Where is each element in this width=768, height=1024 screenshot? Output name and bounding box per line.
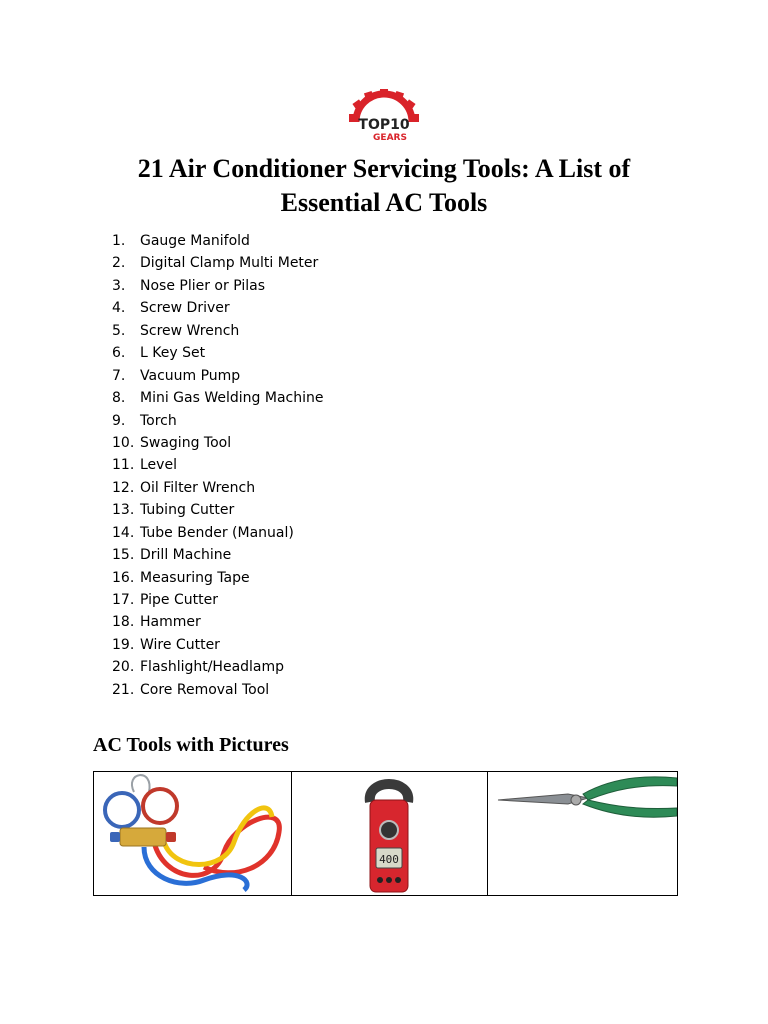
tool-pictures-table (93, 771, 678, 896)
picture-cell-clamp-meter (292, 771, 488, 896)
section-heading: AC Tools with Pictures (93, 734, 289, 756)
list-item-number: 9. (112, 412, 126, 429)
list-item-number: 3. (112, 277, 126, 294)
list-item-number: 21. (112, 681, 135, 698)
list-item-label: Nose Plier or Pilas (140, 277, 265, 294)
list-item-number: 10. (112, 434, 135, 451)
list-item (112, 634, 323, 656)
list-item-number: 19. (112, 636, 135, 653)
list-item-label: Measuring Tape (140, 569, 250, 586)
list-item (112, 342, 323, 364)
list-item-number: 20. (112, 659, 135, 676)
list-item (112, 544, 323, 566)
list-item-label: Screw Driver (140, 300, 230, 317)
list-item (112, 499, 323, 521)
list-item (112, 297, 323, 319)
list-item-number: 8. (112, 390, 126, 407)
page-title-line-2: Essential AC Tools (280, 188, 488, 217)
list-item-label: L Key Set (140, 345, 206, 362)
list-item (112, 432, 323, 454)
logo-text-gears: GEARS (373, 133, 407, 143)
list-item-label: Torch (140, 412, 177, 429)
list-item-label: Level (140, 457, 177, 474)
nose-plier-icon (488, 772, 677, 896)
list-item (112, 410, 323, 432)
list-item-number: 6. (112, 345, 126, 362)
list-item (112, 230, 323, 252)
clamp-meter-display: 400 (379, 853, 399, 866)
picture-cell-gauge-manifold (94, 771, 292, 896)
logo-text-top10: TOP10 (358, 117, 410, 133)
list-item-label: Tube Bender (Manual) (140, 524, 294, 541)
picture-cell-nose-plier (488, 771, 677, 896)
list-item-number: 4. (112, 300, 126, 317)
list-item (112, 320, 323, 342)
list-item (112, 454, 323, 476)
list-item (112, 275, 323, 297)
list-item (112, 252, 323, 274)
list-item (112, 365, 323, 387)
page-title-line-1: 21 Air Conditioner Servicing Tools: A List of (137, 154, 631, 183)
list-item-label: Core Removal Tool (140, 681, 270, 698)
list-item (112, 589, 323, 611)
list-item-number: 2. (112, 255, 126, 272)
list-item (112, 387, 323, 409)
list-item-number: 13. (112, 502, 135, 519)
list-item-number: 14. (112, 524, 135, 541)
list-item-number: 1. (112, 233, 126, 249)
list-item (112, 656, 323, 678)
tool-list (112, 230, 323, 701)
list-item-number: 12. (112, 479, 135, 496)
list-item-number: 5. (112, 322, 126, 339)
list-item (112, 611, 323, 633)
list-item-label: Flashlight/Headlamp (140, 659, 285, 676)
list-item-number: 15. (112, 547, 135, 564)
list-item-label: Hammer (140, 614, 201, 631)
top10-gears-logo (334, 84, 434, 144)
list-item-label: Oil Filter Wrench (140, 479, 256, 496)
list-item-label: Pipe Cutter (140, 592, 218, 608)
list-item-number: 17. (112, 592, 135, 608)
list-item-label: Screw Wrench (140, 322, 240, 339)
list-item-label: Wire Cutter (140, 636, 220, 653)
list-item (112, 679, 323, 701)
gauge-manifold-icon (94, 772, 291, 896)
list-item (112, 477, 323, 499)
list-item-label: Vacuum Pump (140, 367, 241, 384)
page-title (60, 152, 708, 220)
list-item-number: 7. (112, 367, 126, 384)
list-item-number: 16. (112, 569, 135, 586)
list-item-label: Drill Machine (140, 547, 232, 564)
list-item-label: Tubing Cutter (140, 502, 235, 519)
list-item (112, 522, 323, 544)
list-item-label: Digital Clamp Multi Meter (140, 255, 319, 272)
list-item-label: Swaging Tool (140, 434, 232, 451)
list-item-label: Gauge Manifold (140, 233, 250, 249)
list-item-number: 11. (112, 457, 135, 474)
list-item-label: Mini Gas Welding Machine (140, 390, 324, 407)
list-item (112, 567, 323, 589)
clamp-meter-icon (292, 772, 487, 896)
list-item-number: 18. (112, 614, 135, 631)
